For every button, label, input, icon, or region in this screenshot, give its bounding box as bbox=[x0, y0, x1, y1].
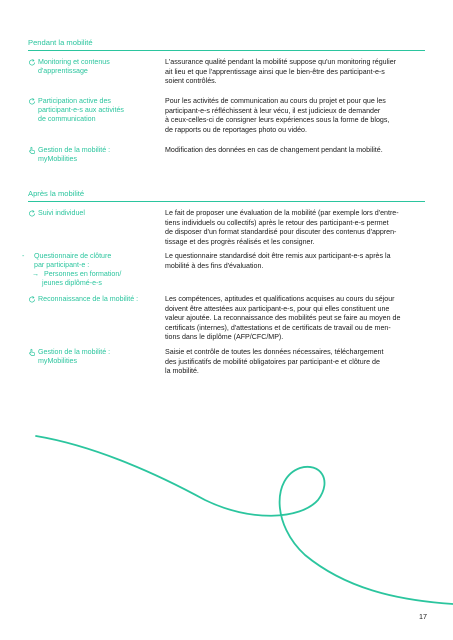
section-title-after: Après la mobilité bbox=[28, 189, 85, 198]
row-text: Modification des données en cas de changement pendant la mobilité. bbox=[165, 146, 383, 154]
row-text: Saisie et contrôle de toutes les données nécessaires, téléchargement des justificatifs de mobilité obligatoires par participant-e et clôture de la mobilité. bbox=[165, 348, 384, 376]
row-label: Reconnaissance de la mobilité : bbox=[28, 295, 150, 304]
section-title-during: Pendant la mobilité bbox=[28, 38, 93, 47]
row-text: Pour les activités de communication au cours du projet et pour que les participant-e-s réfléchissent à leur vécu, il est judicieux de demander à ceux-celles-ci de consigner leurs expériences sous la forme de blogs, de rapports ou de reportages photo ou vidéo. bbox=[165, 97, 390, 134]
row-text: Le questionnaire standardisé doit être remis aux participant-e-s après la mobilité à des fins d'évaluation. bbox=[165, 252, 391, 270]
row-label: Monitoring et contenus d'apprentissage bbox=[28, 58, 150, 76]
page-number: 17 bbox=[419, 612, 427, 621]
row-label: Participation active des participant-e-s aux activités de communication bbox=[28, 97, 150, 124]
bullet-dash: - bbox=[22, 252, 25, 260]
row-label: - Questionnaire de clôture par participant-e : → Personnes en formation/ jeunes diplômé-e-s bbox=[22, 252, 122, 287]
row-label: Gestion de la mobilité : myMobilities bbox=[28, 348, 150, 366]
row-text: L'assurance qualité pendant la mobilité suppose qu'un monitoring régulier ait lieu et que l'apprentissage ainsi que le bien-être des participant-e-s soient contrôlés. bbox=[165, 58, 397, 86]
row-text: Les compétences, aptitudes et qualifications acquises au cours du séjour doivent être attestées aux participant-e-s, pour qui elles constituent une valeur ajoutée. La reconnaissance des mobilités peut se faire au moyen de certificats (internes), d'attestations et de certificats de travail ou de men- tions dans le diplôme (AFP/CFC/MP). bbox=[165, 295, 401, 342]
row-label: Gestion de la mobilité : myMobilities bbox=[28, 146, 150, 164]
arrow-right-icon: → bbox=[32, 270, 40, 278]
row-label: Suivi individuel bbox=[28, 209, 150, 218]
row-text: Le fait de proposer une évaluation de la mobilité (par exemple lors d'entre- tiens individuels ou collectifs) après le retour des participant-e-s permet de disposer d'un format standardisé pour discuter des contenus d'appren- tissage et des progrès réalisés et les consigner. bbox=[165, 209, 399, 246]
